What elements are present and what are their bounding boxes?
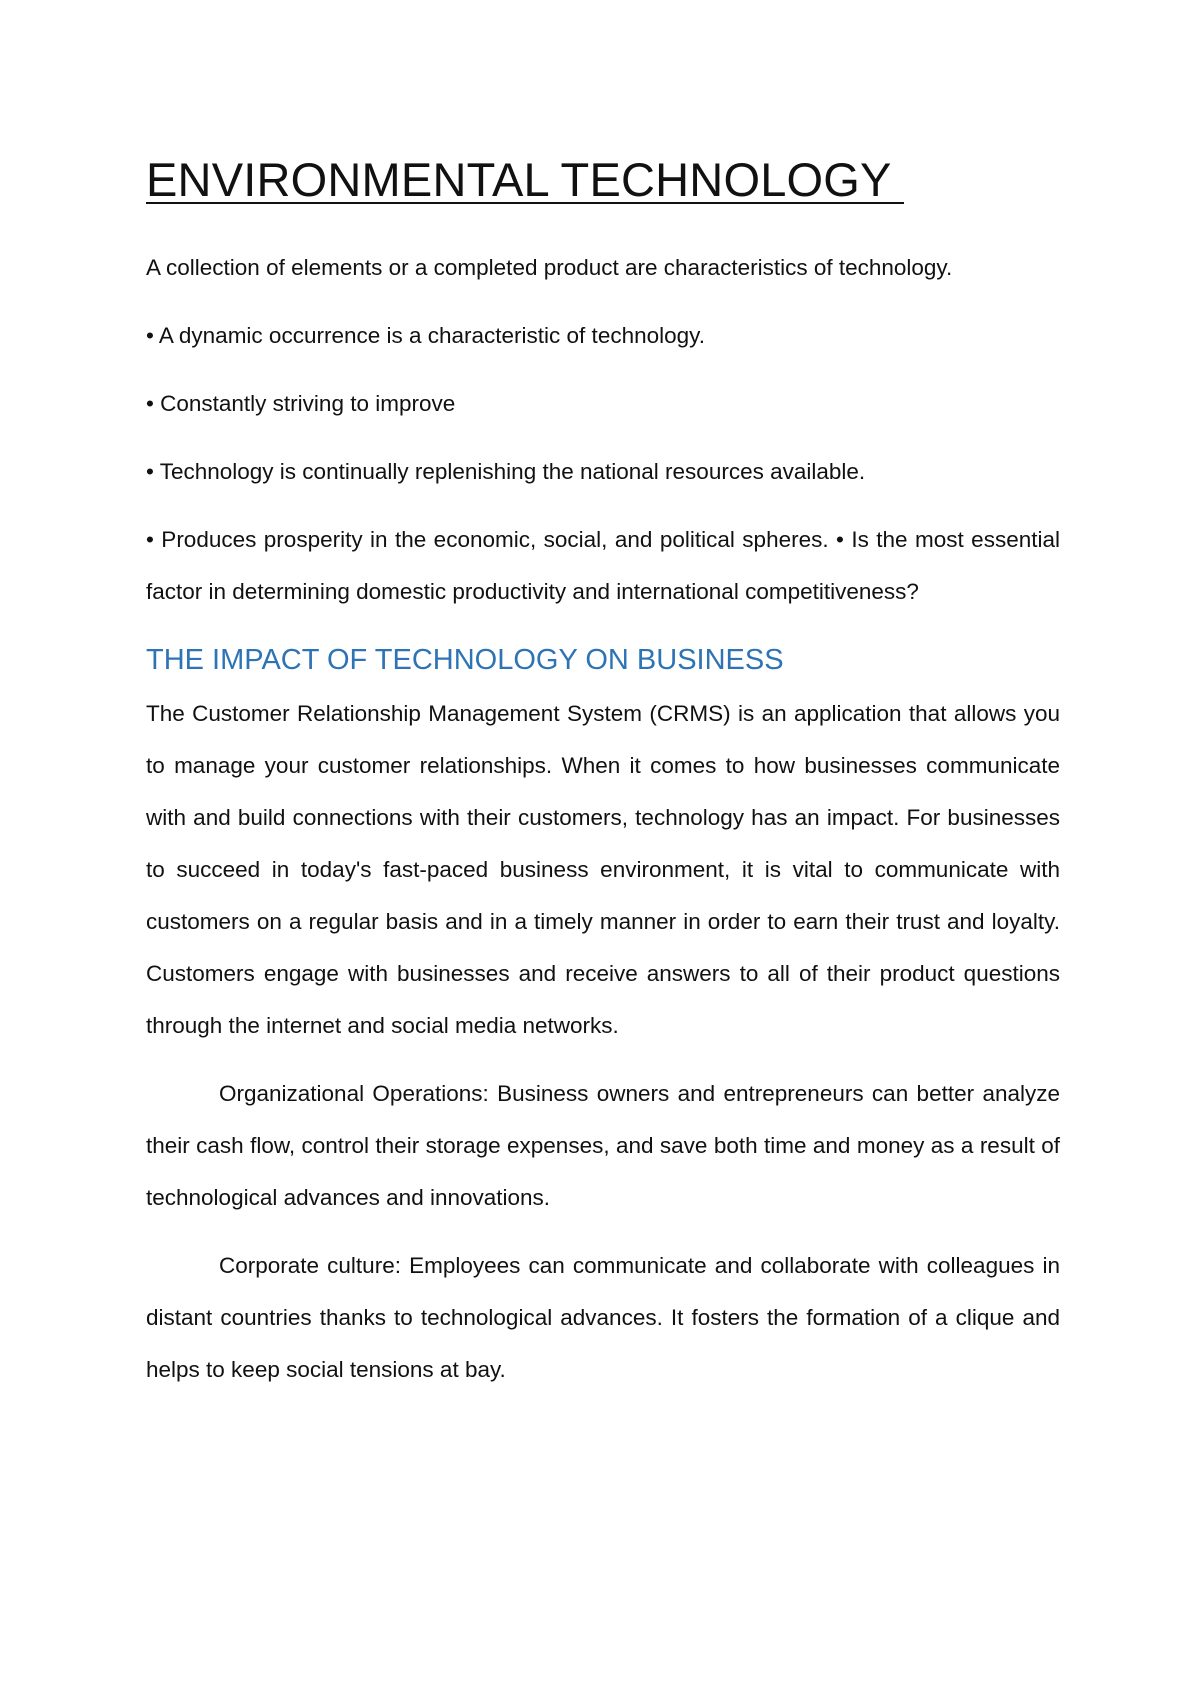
bullet-item-1: • A dynamic occurrence is a characteristic of technology. bbox=[146, 323, 705, 348]
document-page bbox=[146, 148, 1060, 1412]
document-title: ENVIRONMENTAL TECHNOLOGY bbox=[146, 153, 905, 206]
bullet-item-4: • Produces prosperity in the economic, social, and political spheres. • Is the most essential factor in determining domestic productivity and international competitiveness? bbox=[146, 527, 1060, 604]
section-heading: THE IMPACT OF TECHNOLOGY ON BUSINESS bbox=[146, 644, 784, 676]
bullet-item-2: • Constantly striving to improve bbox=[146, 391, 456, 416]
intro-paragraph: A collection of elements or a completed product are characteristics of technology. bbox=[146, 255, 953, 280]
crms-paragraph: The Customer Relationship Management System (CRMS) is an application that allows you to manage your customer relationships. When it comes to how businesses communicate with and build connections with their customers, technology has an impact. For businesses to succeed in today's fast-paced business environment, it is vital to communicate with customers on a regular basis and in a timely manner in order to earn their trust and loyalty. Customers engage with businesses and receive answers to all of their product questions through the internet and social media networks. bbox=[146, 701, 1060, 1038]
organizational-operations-paragraph: Organizational Operations: Business owners and entrepreneurs can better analyze their cash flow, control their storage expenses, and save both time and money as a result of technological advances and innovations. bbox=[146, 1081, 1060, 1210]
bullet-item-3: • Technology is continually replenishing the national resources available. bbox=[146, 459, 866, 484]
corporate-culture-paragraph: Corporate culture: Employees can communicate and collaborate with colleagues in distant countries thanks to technological advances. It fosters the formation of a clique and helps to keep social tensions at bay. bbox=[146, 1253, 1060, 1382]
